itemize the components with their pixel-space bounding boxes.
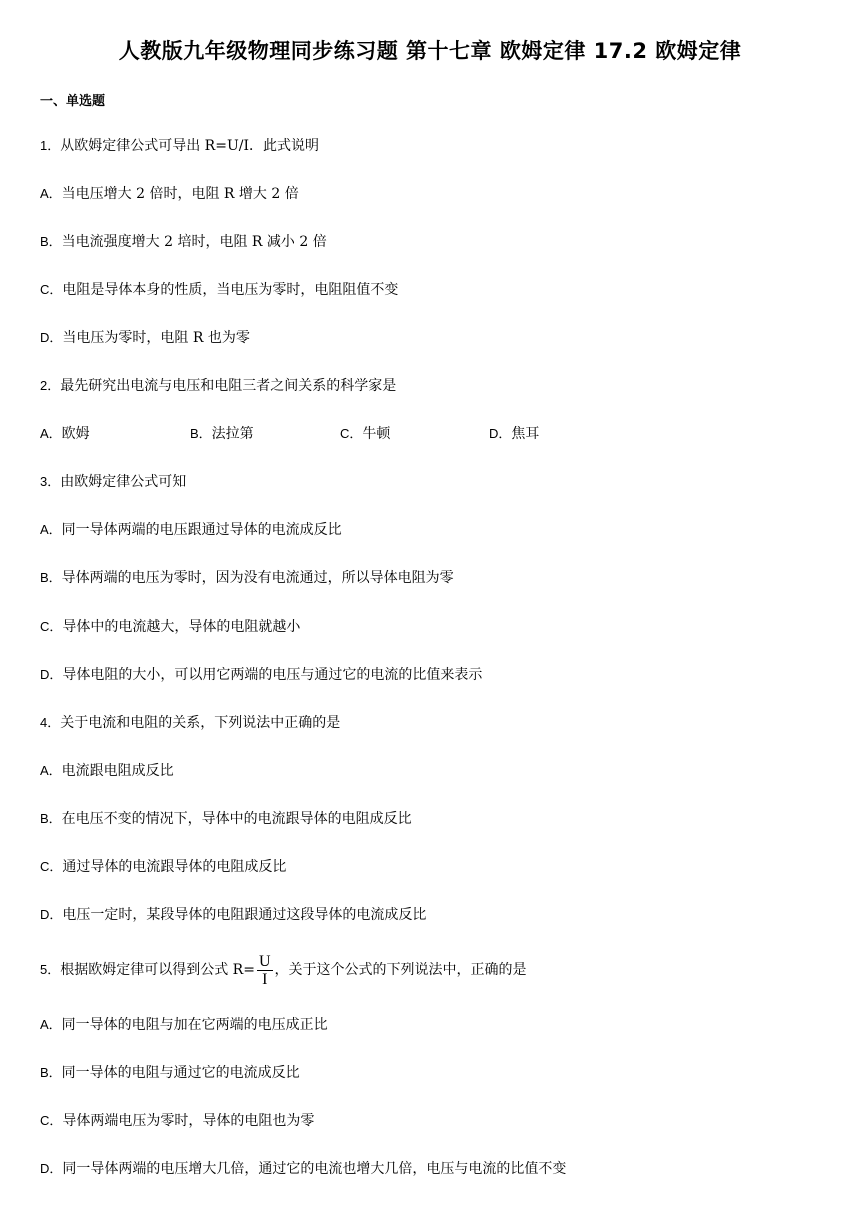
question-1-option-a <box>40 184 299 204</box>
option-label: D． <box>40 667 63 682</box>
question-5-option-b <box>40 1063 300 1083</box>
question-5-stem <box>40 950 527 990</box>
question-number: 2． <box>40 378 61 393</box>
question-number: 1． <box>40 138 61 153</box>
option-text: 同一导体两端的电压增大几倍，通过它的电流也增大几倍，电压与电流的比值不变 <box>62 1161 567 1177</box>
question-1-option-b <box>40 232 327 252</box>
question-5-option-c <box>40 1111 314 1131</box>
option-text: 当电压增大 2 倍时，电阻 R 增大 2 倍 <box>61 186 299 202</box>
option-text: 当电流强度增大 2 培时，电阻 R 减小 2 倍 <box>61 234 327 250</box>
fraction-numerator: U <box>258 952 271 970</box>
question-3-option-a <box>40 520 342 540</box>
option-label: D． <box>40 330 63 345</box>
option-label: A． <box>40 763 62 778</box>
option-text: 同一导体的电阻与通过它的电流成反比 <box>61 1065 300 1081</box>
option-text: 同一导体的电阻与加在它两端的电压成正比 <box>61 1017 328 1033</box>
question-text-after: ，关于这个公式的下列说法中，正确的是 <box>274 962 527 978</box>
question-3-stem <box>40 472 186 492</box>
question-5-option-a <box>40 1015 328 1035</box>
question-2-option-c <box>340 424 390 444</box>
option-label: A． <box>40 1017 62 1032</box>
option-text: 通过导体的电流跟导体的电阻成反比 <box>62 859 287 875</box>
formula-fraction <box>257 953 273 988</box>
question-3-option-d <box>40 665 482 685</box>
question-4-option-d <box>40 905 426 925</box>
question-1-option-c <box>40 280 398 300</box>
option-label: C． <box>40 619 63 634</box>
question-4-stem <box>40 713 340 733</box>
option-text: 电阻是导体本身的性质，当电压为零时，电阻阻值不变 <box>62 282 399 298</box>
option-label: C． <box>40 1113 63 1128</box>
question-3-option-b <box>40 568 454 588</box>
option-text: 导体电阻的大小，可以用它两端的电压与通过它的电流的比值来表示 <box>62 667 483 683</box>
option-label: B． <box>40 811 62 826</box>
option-label: D． <box>40 907 63 922</box>
question-text: 从欧姆定律公式可导出 R=U/I．此式说明 <box>60 138 320 154</box>
option-label: A． <box>40 522 62 537</box>
question-1-stem <box>40 136 319 156</box>
option-text: 当电压为零时，电阻 R 也为零 <box>62 330 250 346</box>
question-2-option-b <box>190 424 254 444</box>
question-5-option-d <box>40 1159 566 1179</box>
question-text: 关于电流和电阻的关系，下列说法中正确的是 <box>60 715 341 731</box>
question-4-option-b <box>40 809 412 829</box>
option-label: D． <box>40 1161 63 1176</box>
fraction-denominator: I <box>262 970 268 988</box>
option-text: 电压一定时，某段导体的电阻跟通过这段导体的电流成反比 <box>62 907 427 923</box>
option-label: D． <box>489 426 512 441</box>
question-2-option-d <box>489 424 539 444</box>
option-text: 导体两端的电压为零时，因为没有电流通过，所以导体电阻为零 <box>61 570 454 586</box>
option-text: 电流跟电阻成反比 <box>61 763 174 779</box>
option-label: A． <box>40 186 62 201</box>
option-label: C． <box>40 282 63 297</box>
option-text: 导体中的电流越大，导体的电阻就越小 <box>62 619 301 635</box>
question-number: 3． <box>40 474 61 489</box>
option-label: B． <box>190 426 212 441</box>
question-text-before: 根据欧姆定律可以得到公式 R= <box>60 962 255 978</box>
question-number: 5． <box>40 962 61 977</box>
option-label: C． <box>40 859 63 874</box>
option-text: 同一导体两端的电压跟通过导体的电流成反比 <box>61 522 342 538</box>
option-text: 法拉第 <box>211 426 254 442</box>
option-text: 欧姆 <box>61 426 90 442</box>
question-text: 最先研究出电流与电压和电阻三者之间关系的科学家是 <box>60 378 397 394</box>
question-2-stem <box>40 376 396 396</box>
section-heading: 一、单选题 <box>40 94 106 109</box>
option-label: B． <box>40 234 62 249</box>
option-label: C． <box>340 426 363 441</box>
question-4-option-a <box>40 761 174 781</box>
option-text: 导体两端电压为零时，导体的电阻也为零 <box>62 1113 315 1129</box>
option-label: B． <box>40 1065 62 1080</box>
option-label: B． <box>40 570 62 585</box>
option-label: A． <box>40 426 62 441</box>
option-text: 在电压不变的情况下，导体中的电流跟导体的电阻成反比 <box>61 811 412 827</box>
question-2-option-a <box>40 424 90 444</box>
question-1-option-d <box>40 328 250 348</box>
question-3-option-c <box>40 617 300 637</box>
question-number: 4． <box>40 715 61 730</box>
option-text: 焦耳 <box>511 426 540 442</box>
question-4-option-c <box>40 857 286 877</box>
option-text: 牛顿 <box>362 426 391 442</box>
page-title: 人教版九年级物理同步练习题 第十七章 欧姆定律 17.2 欧姆定律 <box>118 39 742 63</box>
question-text: 由欧姆定律公式可知 <box>60 474 187 490</box>
